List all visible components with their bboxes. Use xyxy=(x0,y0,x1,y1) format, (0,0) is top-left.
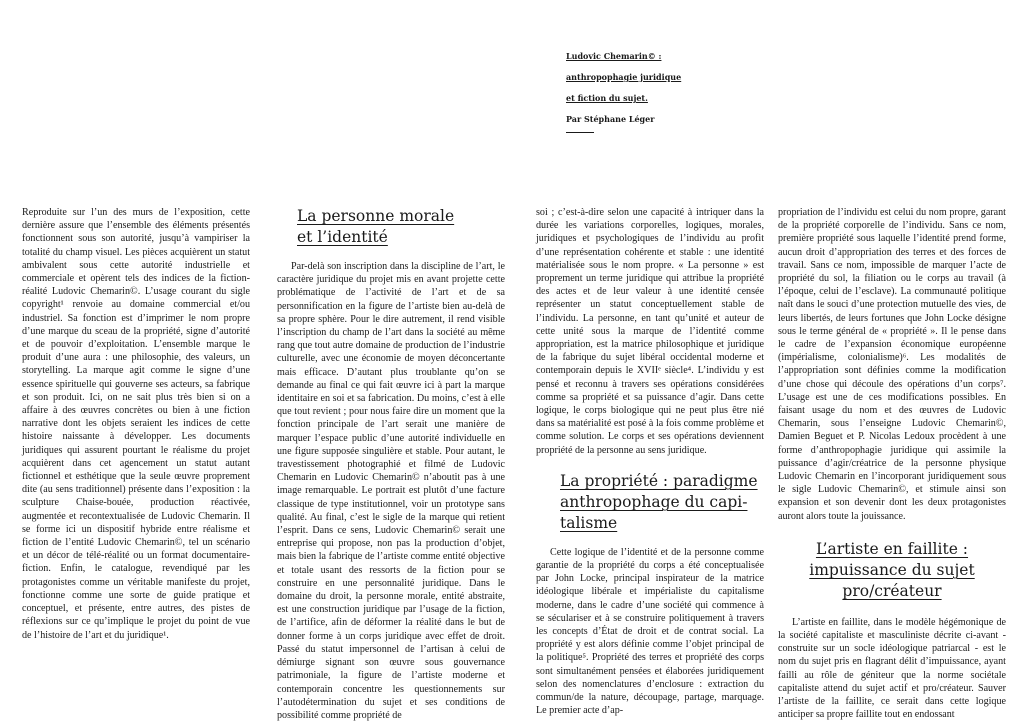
header-title-line-1: Ludovic Chemarin© : xyxy=(566,51,662,61)
column-2-paragraph: Par-delà son inscription dans la discipline de l’art, le caractère juridique du projet mis en avant projette cette problématique de l’activité de l’art et de sa personnification en la figure de l’artiste bien au-delà de sa propre sphère. Pour le dire autrement, il rend visible l’inscription du champ de l’art dans la société au même rang que tout autre domaine de production de l’industrie culturelle, avec une économie de moyen déconcertante mais efficace. D’autant plus troublante qu’on se demande au final ce qui fait œuvre ici à part la marque identitaire en soi et sa fabrication. Du moins, c’est à elle que tout revient ; pour nous faire dire un moment que la fonction principale de l’art serait une manière de marquer l’espace public d’une autorité individuelle en une figure supposée singulière et stable. Pour autant, le travestissement photographié et filmé de Ludovic Chemarin en Ludovic Chemarin© n’aboutit pas à une image remarquable. Le portrait est plutôt d’une facture classique de type institutionnel, voir un prototype sans qualité. Au final, c’est le sigle de la marque qui retient l’esprit. Dans ce sens, Ludovic Chemarin© serait une entreprise qui propose, non pas la production d’objet, mais bien la fabrique de l’artiste comme entité objective et totale usant des ressorts de la fiction pour se construire en une personnalité juridique. Dans le domaine du droit, la personne morale, entité abstraite, est une construction juridique par l’usage de la fiction, de l’artifice, afin de déformer la réalité dans le but de donner forme à un corps juridique avec effet de droit. Passé du statut impersonnel de l’artisan à celui de démiurge signant son œuvre sous gouvernance patrimoniale, la figure de l’artiste moderne et contemporain concentre les questionnements sur l’autodétermination du sujet et ses conditions de possibilité comme propriété de xyxy=(277,261,505,721)
column-3-paragraph-2: Cette logique de l’identité et de la personne comme garantie de la propriété du corps a été conceptualisée par John Locke, principal inspirateur de la matrice idéologique libérale et impérialiste du capitalisme moderne, dans le cadre d’une société qui commence à se séculariser et à se construire politiquement à travers les concepts d’État de droit et de contrat social. La propriété y est alors définie comme l’objet principal de la politique⁵. Propriété des terres et propriété des corps sont simultanément pensées et élaborées juridiquement selon des nomenclatures d’enclosure : extraction du commun/de la nature, découpage, partage, marquage. Le premier acte d’ap- xyxy=(536,546,764,717)
column-2 xyxy=(277,206,505,722)
column-1-paragraph: Reproduite sur l’un des murs de l’exposition, cette dernière assure que l’ensemble des éléments présentés fonctionnent sous son autorité, jusqu’à vampiriser la totalité du champ visuel. Les pièces acquièrent un statut ambivalent sous cette autorité industrielle et commerciale et opèrent tels des indices de la fiction-réalité Ludovic Chemarin©. L’usage courant du sigle copyright¹ renvoie au domaine commercial et/ou industriel. Sa fonction est d’imprimer le nom propre d’une marque du sceau de la propriété, signe d’autorité et de pouvoir d’exploitation. L’ensemble marque le produit d’une aura : une philosophie, des valeurs, un storytelling. La marque agit comme le signe d’une essence spirituelle qui gouverne ses acteurs, sa fabrique et son produit. Ici, on ne sait plus très bien si on a affaire à des œuvres concrètes ou bien à une fiction narrative dont les objets seraient les indices de cette histoire naissante à développer. Les documents juridiques qui assurent pourtant le réalisme du projet acquièrent dans cet agencement un statut autant fictionnel et esthétique que la seule œuvre proprement dite (au sens traditionnel) présente dans l’exposition : la sculpture Chaise-bouée, production réactivée, augmentée et recontextualisée de Ludovic Chemarin. Il se forme ici un dispositif hybride entre réalisme et fiction de l’entité Ludovic Chemarin©, tel un scénario et un décor de télé-réalité ou un format documentaire-fiction. Enfin, le catalogue, revendiqué par les protagonistes comme un véritable manifeste du projet, fonctionne comme une sorte de guide pratique et conceptuel, et présente, entre autres, des pistes de réflexions sur ce qu’implique le projet du point de vue de l’histoire de l’art et du juridique¹. xyxy=(22,207,250,641)
heading-line: talisme xyxy=(560,513,618,532)
section-heading-artiste-faillite xyxy=(778,539,1006,602)
header-rule xyxy=(566,132,594,133)
column-4 xyxy=(778,206,1006,722)
heading-line: pro/créateur xyxy=(842,581,942,600)
column-1 xyxy=(22,206,250,642)
heading-line: L’artiste en faillite : xyxy=(815,539,969,558)
section-heading-personne-morale xyxy=(297,206,505,248)
article-header xyxy=(566,50,766,133)
heading-line: impuissance du sujet xyxy=(809,560,975,579)
column-3-paragraph-1: soi ; c’est-à-dire selon une capacité à intriquer dans la durée les variations corporelles, logiques, morales, juridiques et psychologiques de l’individu au profit d’une représentation cohérente et stable : une identité matérialisée sous le nom propre. « La personne » est proprement un terme juridique qui attribue la propriété des actes et de leur valeur à une identité censée représenter un statut conceptuellement stable de l’individu. La personne, en tant qu’unité et auteur de cette unité sous la marque de l’identité comme appropriation, est la matrice philosophique et juridique de la fabrique du sujet libéral occidental moderne et contemporain depuis le XVIIᵉ siècle⁴. L’individu y est pensé et reconnu à travers ses opérations considérées comme sa propriété et sa puissance d’agir. Dans cette logique, le corps biologique qui ne peut plus être nié dans sa matérialité est posé à la fois comme problème et comme solution. Le corps et ses opérations deviennent propriété de la personne au sens juridique. xyxy=(536,207,764,456)
heading-line: La personne morale xyxy=(297,207,455,225)
heading-line: anthropophage du capi- xyxy=(560,492,748,511)
header-author: Par Stéphane Léger xyxy=(566,114,655,124)
column-4-paragraph-2: L’artiste en faillite, dans le modèle hégémonique de la société capitaliste et masculiniste décrite ci-avant - construite sur un socle idéologique patriarcal - est le nom du sujet pris en flagrant délit d’impuissance, ayant failli au rôle de géniteur que la norme sociétale capitaliste attend du sujet actif et pro/créateur. Sauver l’artiste de la faillite, ce serait dans cette logique anticiper sa propre faillite tout en endossant xyxy=(778,616,1006,721)
column-3 xyxy=(536,206,764,718)
header-title-line-3: et fiction du sujet. xyxy=(566,93,648,103)
header-title-line-2: anthropophagie juridique xyxy=(566,72,682,82)
column-4-paragraph-1: propriation de l’individu est celui du nom propre, garant de la propriété corporelle de l’individu. Sans ce nom, première propriété sous laquelle l’identité prend forme, aucun droit d’appropriation des terres et des forces de travail. Sans ce nom, impossible de marquer l’acte de propriété du sol, la filiation ou le corps au travail (à l’époque, celui de l’esclave). La communauté politique naît dans le souci d’une protection mutuelle des vies, de leurs libertés, de leurs fortunes que John Locke désigne sous le terme général de « propriété ». Il le pense dans le cadre de l’expansion économique européenne (impérialisme, colonialisme)⁶. Les modalités de l’appropriation sont définies comme la modification d’une chose qui découle des opérations d’un corps⁷. L’usage est une de ces modifications possibles. En faisant usage du nom et des œuvres de Ludovic Chemarin, sous l’enseigne Ludovic Chemarin©, Damien Beguet et P. Nicolas Ledoux procèdent à une forme d’anthropophagie juridique qui assimile la puissance d’agir/créatrice de la personne physique Ludovic Chemarin en l’incorporant juridiquement sous le sigle Ludovic Chemarin©, et stimule ainsi son expansion et son devenir dont les deux protagonistes auront alors toute la jouissance. xyxy=(778,207,1006,522)
heading-line: et l’identité xyxy=(297,228,388,246)
section-heading-propriete xyxy=(560,471,764,534)
heading-line: La propriété : paradigme xyxy=(560,471,758,490)
